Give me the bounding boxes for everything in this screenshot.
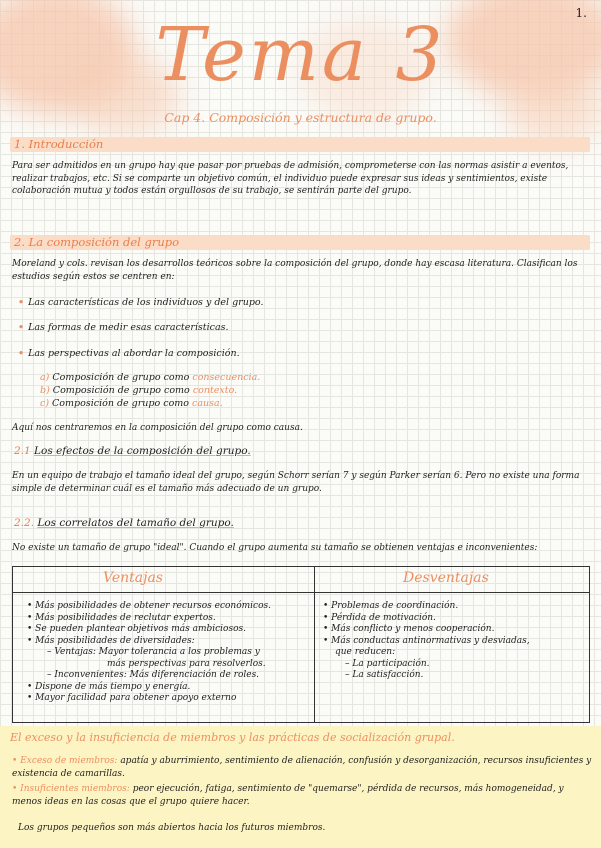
list-item: • Mayor facilidad para obtener apoyo externo bbox=[27, 693, 237, 703]
list-item: – Ventajas: Mayor tolerancia a los problemas y bbox=[47, 647, 260, 657]
table-divider bbox=[13, 592, 589, 593]
list-item: b) Composición de grupo como contexto. bbox=[40, 385, 238, 396]
table-header-desventajas: Desventajas bbox=[403, 570, 489, 586]
list-item: que reducen: bbox=[335, 647, 396, 657]
composicion-closing: Aquí nos centraremos en la composición del grupo como causa. bbox=[12, 423, 303, 433]
section-heading-intro: 1. Introducción bbox=[14, 137, 104, 151]
list-item: • Más posibilidades de reclutar expertos. bbox=[27, 612, 216, 623]
composicion-text: Moreland y cols. revisan los desarrollos teóricos sobre la composición del grupo, donde hay escasa literatura. Clasifican los estudios según estos se centren en: bbox=[12, 259, 578, 282]
list-item: • Más conflicto y menos cooperación. bbox=[323, 624, 495, 634]
list-item: • Las características de los individuos y del grupo. bbox=[18, 297, 264, 308]
list-item: • Se pueden plantear objetivos más ambiciosos. bbox=[27, 624, 246, 634]
table-header-ventajas: Ventajas bbox=[103, 570, 163, 586]
list-item: – La participación. bbox=[345, 658, 430, 669]
list-item: • Las formas de medir esas características. bbox=[18, 322, 229, 333]
list-item: – La satisfacción. bbox=[345, 670, 424, 680]
intro-text: Para ser admitidos en un grupo hay que pasar por pruebas de admisión, comprometerse con las normas asistir a eventos, realizar trabajos, etc. Si se comparte un objetivo común, el individuo puede expresar sus ideas y sentimientos, existe colaboración mutua y todos están orgullosos de su trabajo, se sentirán parte del grupo. bbox=[12, 161, 569, 196]
ventajas-list bbox=[27, 601, 271, 705]
ventajas-desventajas-table bbox=[12, 566, 590, 723]
page-title: Tema 3 bbox=[155, 12, 446, 98]
list-item: • Las perspectivas al abordar la composición. bbox=[18, 348, 240, 359]
table-divider bbox=[314, 567, 315, 722]
correlatos-text: No existe un tamaño de grupo "ideal". Cuando el grupo aumenta su tamaño se obtienen ventajas e inconvenientes: bbox=[12, 543, 538, 553]
desventajas-list bbox=[323, 601, 530, 682]
exceso-text: • Exceso de miembros: apatía y aburrimiento, sentimiento de alienación, confusión y desorganización, recursos insuficientes y existencia de camarillas. bbox=[12, 756, 592, 779]
list-item: • Más conductas antinormativas y desviadas, bbox=[323, 635, 530, 646]
list-item: más perspectivas para resolverlos. bbox=[107, 658, 266, 669]
section-heading-composicion: 2. La composición del grupo bbox=[14, 235, 180, 249]
list-item: • Dispone de más tiempo y energía. bbox=[27, 681, 191, 692]
page-subtitle: Cap 4. Composición y estructura de grupo. bbox=[164, 110, 437, 125]
list-item: • Pérdida de motivación. bbox=[323, 612, 436, 623]
list-item: • Problemas de coordinación. bbox=[323, 601, 459, 611]
list-item: • Más posibilidades de diversidades: bbox=[27, 635, 195, 646]
list-item: – Inconvenientes: Más diferenciación de roles. bbox=[47, 670, 260, 680]
list-item: • Más posibilidades de obtener recursos económicos. bbox=[27, 601, 271, 611]
list-item: c) Composición de grupo como causa. bbox=[40, 398, 223, 409]
subsection-heading-efectos: 2.1 Los efectos de la composición del grupo. bbox=[14, 445, 251, 457]
list-item: a) Composición de grupo como consecuencia. bbox=[40, 372, 261, 383]
page-number: 1. bbox=[575, 6, 587, 20]
efectos-text: En un equipo de trabajo el tamaño ideal del grupo, según Schorr serían 7 y según Parker serían 6. Pero no existe una forma simple de determinar cuál es el tamaño más adecuado de un grupo. bbox=[12, 471, 580, 494]
subsection-heading-correlatos: 2.2. Los correlatos del tamaño del grupo. bbox=[14, 517, 234, 529]
section-heading-exceso: El exceso y la insuficiencia de miembros y las prácticas de socialización grupal. bbox=[10, 731, 455, 744]
exceso-closing: Los grupos pequeños son más abiertos hacia los futuros miembros. bbox=[18, 823, 326, 833]
insuficientes-text: • Insuficientes miembros: peor ejecución, fatiga, sentimiento de "quemarse", pérdida de recursos, más homogeneidad, y menos ideas en las cosas que el grupo quiere hacer. bbox=[12, 784, 564, 807]
